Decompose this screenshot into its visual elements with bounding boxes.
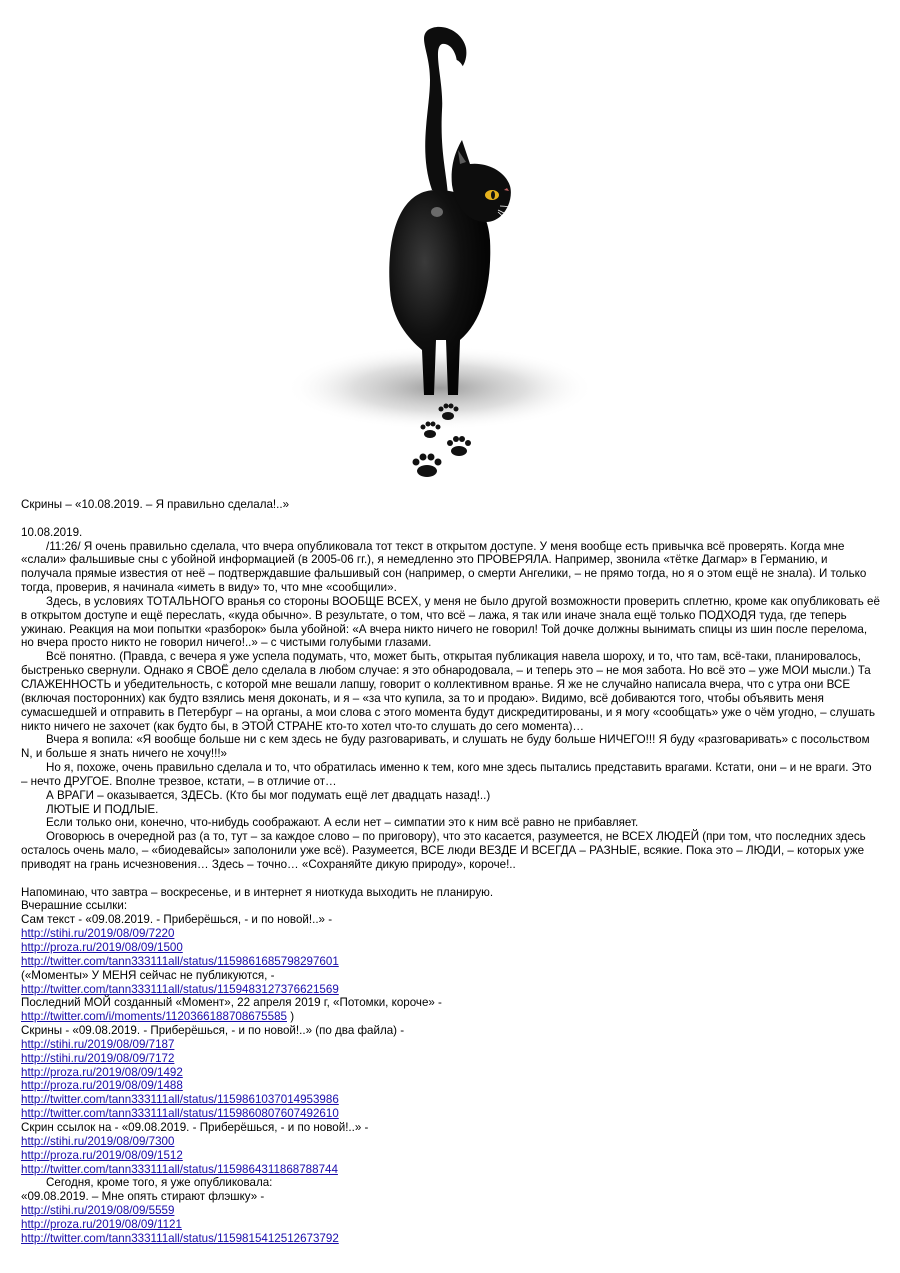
link[interactable]: http://twitter.com/i/moments/1120366188708675585 (21, 1010, 287, 1024)
link[interactable]: http://proza.ru/2019/08/09/1492 (21, 1065, 183, 1079)
link[interactable]: http://proza.ru/2019/08/09/1500 (21, 941, 183, 954)
last-moment-label: Последний МОЙ созданный «Момент», 22 апреля 2019 г, «Потомки, короче» - (21, 996, 442, 1010)
paragraph: Всё понятно. (Правда, с вечера я уже успела подумать, что, может быть, открытая публикация навела шороху, и то, что там, всё-таки, планировалось, быстренько свернули. Однако я СВОЁ дело сделала в любом случае: я это обнародовала, – и теперь это – не моя забота. Но всё это – уже МОИ мысли.) Та СЛАЖЕННОСТЬ и убедительность, с которой мне вешали лапшу, говорит о коллективном вранье. Я же не случайно написала вчера, что с утра они ВСЕ (включая посторонних) как будто взялись меня доконать, и я – «за что купила, за то и продаю». Видимо, всё добиваются того, чтобы объявить меня сумасшедшей и отправить в Петербург – на органы, а мои слова с этого момента будут дискредитированы, и я могу «сообщать» уже о чём угодно, – слушать никто ничего не захочет (как будто бы, в ЭТОЙ СТРАНЕ кто-то хотел что-то слушать до сего момента)… (21, 650, 876, 733)
link[interactable]: http://proza.ru/2019/08/09/1488 (21, 1079, 183, 1093)
today-note: Сегодня, кроме того, я уже опубликовала: (46, 1176, 273, 1190)
links-heading: Вчерашние ссылки: (21, 899, 128, 913)
paragraph: Оговорюсь в очередной раз (а то, тут – за каждое слово – по приговору), что это касается, разумеется, не ВСЕХ ЛЮДЕЙ (при том, что последних здесь осталось очень мало, – «биодевайсы» заполонили уже всё). Разумеется, ВСЕ люди ВЕЗДЕ И ВСЕГДА – РАЗНЫЕ, всякие. Пока это – ЛЮДИ, – которых уже приводят на грань исчезновения… Здесь – точно… «Сохраняйте дикую природу», короче!.. (21, 830, 866, 871)
link[interactable]: http://twitter.com/tann333111all/status/1159860807607492610 (21, 1107, 339, 1121)
reminder-text: Напоминаю, что завтра – воскресенье, и в интернет я ниоткуда выходить не планирую. (21, 885, 494, 899)
link[interactable]: http://twitter.com/tann333111all/status/1159815412512673792 (21, 1231, 339, 1245)
link[interactable]: http://twitter.com/tann333111all/status/1159861037014953986 (21, 1093, 339, 1107)
paren-close: ) (286, 1010, 295, 1024)
paragraph: Но я, похоже, очень правильно сделала и то, что обратилась именно к тем, кого мне здесь пытались представить врагами. Кстати, они – и не враги. Это – нечто ДРУГОЕ. Вполне трезвое, кстати, – в отличие от… (21, 761, 872, 788)
black-cat-illustration (0, 0, 900, 490)
link[interactable]: http://twitter.com/tann333111all/status/1159483127376621569 (21, 982, 339, 996)
document-body (21, 498, 881, 1246)
floor-shadow (285, 346, 595, 430)
link[interactable]: http://proza.ru/2019/08/09/1512 (21, 1148, 183, 1162)
paragraph: Здесь, в условиях ТОТАЛЬНОГО вранья со стороны ВООБЩЕ ВСЕХ, у меня не было другой возможности проверить сплетню, кроме как опубликовать её в открытом доступе и ещё переслать, «куда обычно». В результате, о том, что всё – лажа, я так или иначе знала ещё только ПОДХОДЯ туда, где теперь ужинаю. Реакция на мои попытки «разборок» была убойной: «А вчера никто ничего не говорил! Той дочке должны вынимать спицы из шин после перелома, но вчера просто никто не говорил ничего!..» – с чистыми голубыми глазами. (21, 594, 880, 650)
link[interactable]: http://stihi.ru/2019/08/09/7300 (21, 1134, 175, 1148)
link[interactable]: http://stihi.ru/2019/08/09/5559 (21, 1204, 175, 1218)
text-label: Сам текст - «09.08.2019. - Приберёшься, - и по новой!..» - (21, 913, 333, 927)
link[interactable]: http://stihi.ru/2019/08/09/7220 (21, 927, 175, 941)
screen-of-links-label: Скрин ссылок на - «09.08.2019. - Приберёшься, - и по новой!..» - (21, 1120, 369, 1134)
paragraph: /11:26/ Я очень правильно сделала, что вчера опубликовала тот текст в открытом доступе. У меня вообще есть привычка всё проверять. Когда мне «слали» фальшивые сны с убойной информацией (в 2005-06 гг.), я немедленно это ПРОВЕРЯЛА. Например, звонила «тётке Дагмар» в Германию, и получала прямые известия от неё – подтверждавшие фальшивый сон (например, о смерти Ангелики, – не прямо тогда, но я о этом ещё не знала). И только тогда, проверив, я начинала «иметь в виду» то, что мне «сообщили». (21, 539, 867, 595)
flash-label: «09.08.2019. – Мне опять стирают флэшку» - (21, 1190, 265, 1204)
link[interactable]: http://twitter.com/tann333111all/status/1159864311868788744 (21, 1162, 338, 1176)
screens-label: Скрины - «09.08.2019. - Приберёшься, - и по новой!..» (по два файла) - (21, 1024, 405, 1038)
paragraph: ЛЮТЫЕ И ПОДЛЫЕ. (46, 802, 159, 816)
paragraph: А ВРАГИ – оказывается, ЗДЕСЬ. (Кто бы мог подумать ещё лет двадцать назад!..) (46, 788, 491, 802)
paragraph: Если только они, конечно, что-нибудь соображают. А если нет – симпатии это к ним всё равно не прибавляет. (46, 816, 639, 830)
moments-note: («Моменты» У МЕНЯ сейчас не публикуются, - (21, 968, 275, 982)
link[interactable]: http://proza.ru/2019/08/09/1121 (21, 1217, 182, 1231)
paragraph: Вчера я вопила: «Я вообще больше ни с кем здесь не буду разговаривать, и слушать не буду больше НИЧЕГО!!! Я буду «разговаривать» с посольством N, и больше я знать ничего не хочу!!!» (21, 733, 870, 761)
doc-heading: Скрины – «10.08.2019. – Я правильно сделала!..» (21, 498, 290, 511)
link[interactable]: http://stihi.ru/2019/08/09/7172 (21, 1051, 175, 1065)
doc-date: 10.08.2019. (21, 525, 83, 539)
link[interactable]: http://stihi.ru/2019/08/09/7187 (21, 1037, 175, 1051)
link[interactable]: http://twitter.com/tann333111all/status/1159861685798297601 (21, 954, 339, 968)
